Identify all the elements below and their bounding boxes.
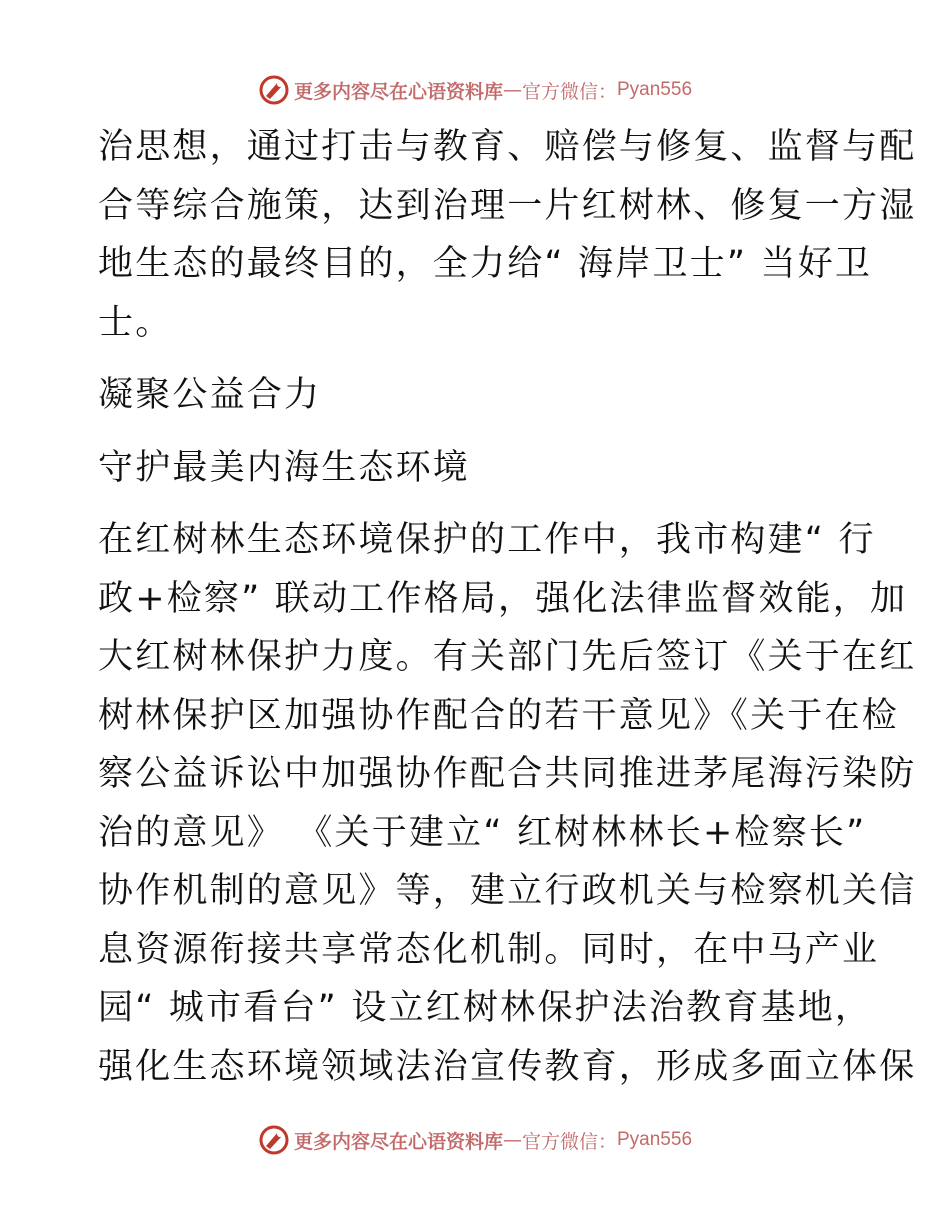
- text-line: 地生态的最终目的，全力给“ 海岸卫士” 当好卫: [98, 244, 873, 284]
- text-line: 协作机制的意见》等，建立行政机关与检察机关信: [98, 871, 917, 911]
- document-body: [98, 118, 917, 1096]
- text-line: 在红树林生态环境保护的工作中，我市构建“ 行: [98, 520, 876, 560]
- text-line: 治的意见》 《关于建立“ 红树林林长+检察长”: [98, 812, 867, 853]
- paragraph-2: [98, 511, 917, 1096]
- paragraph-1: [98, 118, 917, 352]
- text-line: 大红树林保护力度。有关部门先后签订《关于在红: [98, 637, 917, 677]
- text-line: 察公益诉讼中加强协作配合共同推进茅尾海污染防: [98, 754, 917, 794]
- watermark-text: 更多内容尽在心语资料库: [293, 80, 503, 103]
- section-heading-1: [98, 366, 858, 425]
- watermark-text: 更多内容尽在心语资料库: [293, 1130, 503, 1153]
- text-line: 强化生态环境领域法治宣传教育，形成多面立体保: [98, 1046, 917, 1087]
- watermark-wechat-label: 官方微信：: [521, 1130, 617, 1153]
- text-line: 政+检察” 联动工作格局，强化法律监督效能，加: [98, 578, 908, 619]
- text-line: 合等综合施策，达到治理一片红树林、修复一方湿: [98, 185, 917, 226]
- watermark-dash: —: [502, 79, 522, 101]
- text-line: 治思想，通过打击与教育、赔偿与修复、监督与配: [98, 127, 917, 167]
- watermark-dash: —: [502, 1129, 522, 1151]
- text-line: 树林保护区加强协作配合的若干意见》《关于在检: [98, 695, 899, 736]
- heading-text: 守护最美内海生态环境: [98, 447, 471, 488]
- text-line: 息资源衔接共享常态化机制。同时，在中马产业: [98, 929, 880, 970]
- logo-icon: [258, 74, 290, 106]
- watermark-wechat-id: Pyan556: [617, 1129, 693, 1150]
- heading-text: 凝聚公益合力: [98, 375, 322, 415]
- text-line: 园“ 城市看台” 设立红树林保护法治教育基地，: [98, 988, 873, 1028]
- watermark-wechat-label: 官方微信：: [521, 80, 617, 103]
- text-line: 士。: [98, 302, 173, 343]
- section-heading-2: [98, 439, 858, 498]
- header-watermark: [0, 70, 950, 110]
- footer-watermark: [0, 1120, 950, 1160]
- watermark-wechat-id: Pyan556: [617, 79, 693, 100]
- logo-icon: [258, 1124, 290, 1156]
